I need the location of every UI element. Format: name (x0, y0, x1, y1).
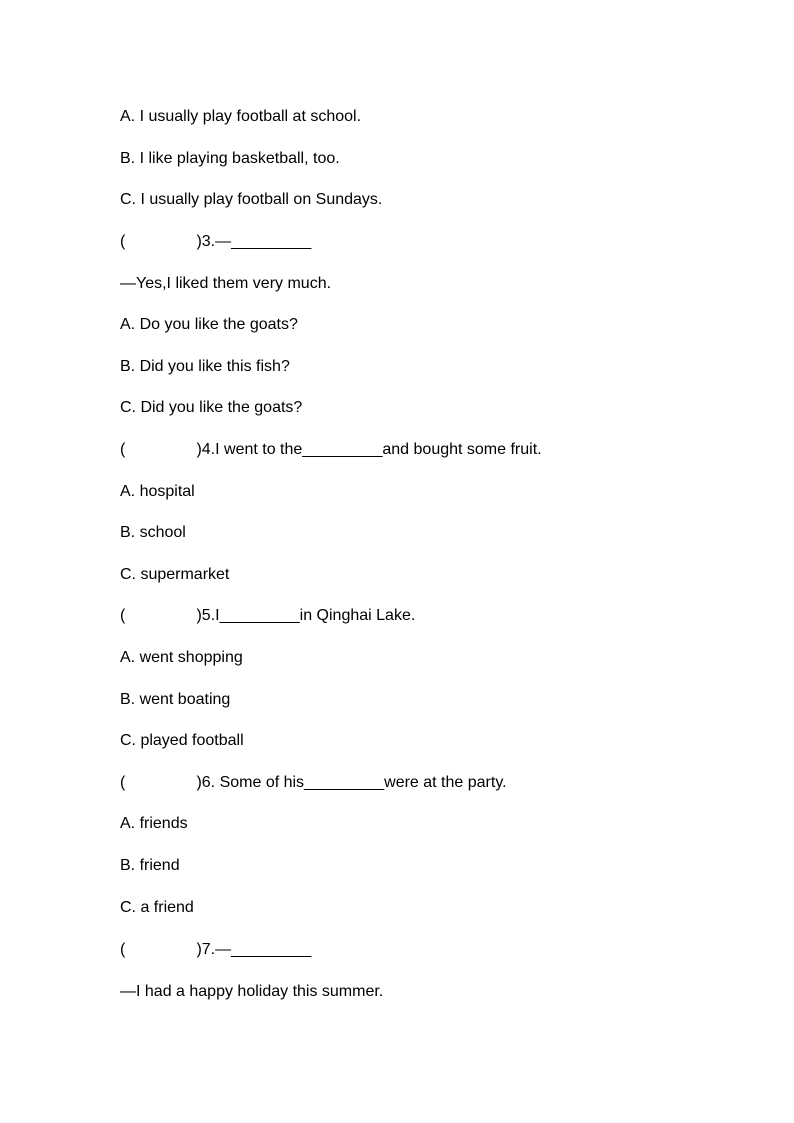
option-b-q6: B. friend (120, 857, 180, 874)
option-a-q2: A. I usually play football at school. (120, 108, 362, 125)
question-6: ( )6. Some of his_________were at the party. (120, 774, 507, 791)
option-c-q3: C. Did you like the goats? (120, 399, 303, 416)
option-b-q3: B. Did you like this fish? (120, 358, 290, 375)
option-a-q6: A. friends (120, 815, 188, 832)
option-a-q3: A. Do you like the goats? (120, 316, 298, 333)
answer-line-q7: —I had a happy holiday this summer. (120, 983, 384, 1000)
question-7: ( )7.—_________ (120, 941, 312, 958)
option-b-q2: B. I like playing basketball, too. (120, 150, 340, 167)
option-b-q4: B. school (120, 524, 186, 541)
option-b-q5: B. went boating (120, 691, 231, 708)
option-c-q6: C. a friend (120, 899, 194, 916)
option-c-q4: C. supermarket (120, 566, 230, 583)
question-4: ( )4.I went to the_________and bought some fruit. (120, 441, 542, 458)
question-5: ( )5.I_________in Qinghai Lake. (120, 607, 416, 624)
option-c-q5: C. played football (120, 732, 244, 749)
option-a-q4: A. hospital (120, 483, 195, 500)
answer-line-q3: —Yes,I liked them very much. (120, 275, 332, 292)
question-3: ( )3.—_________ (120, 233, 312, 250)
option-c-q2: C. I usually play football on Sundays. (120, 191, 383, 208)
option-a-q5: A. went shopping (120, 649, 243, 666)
